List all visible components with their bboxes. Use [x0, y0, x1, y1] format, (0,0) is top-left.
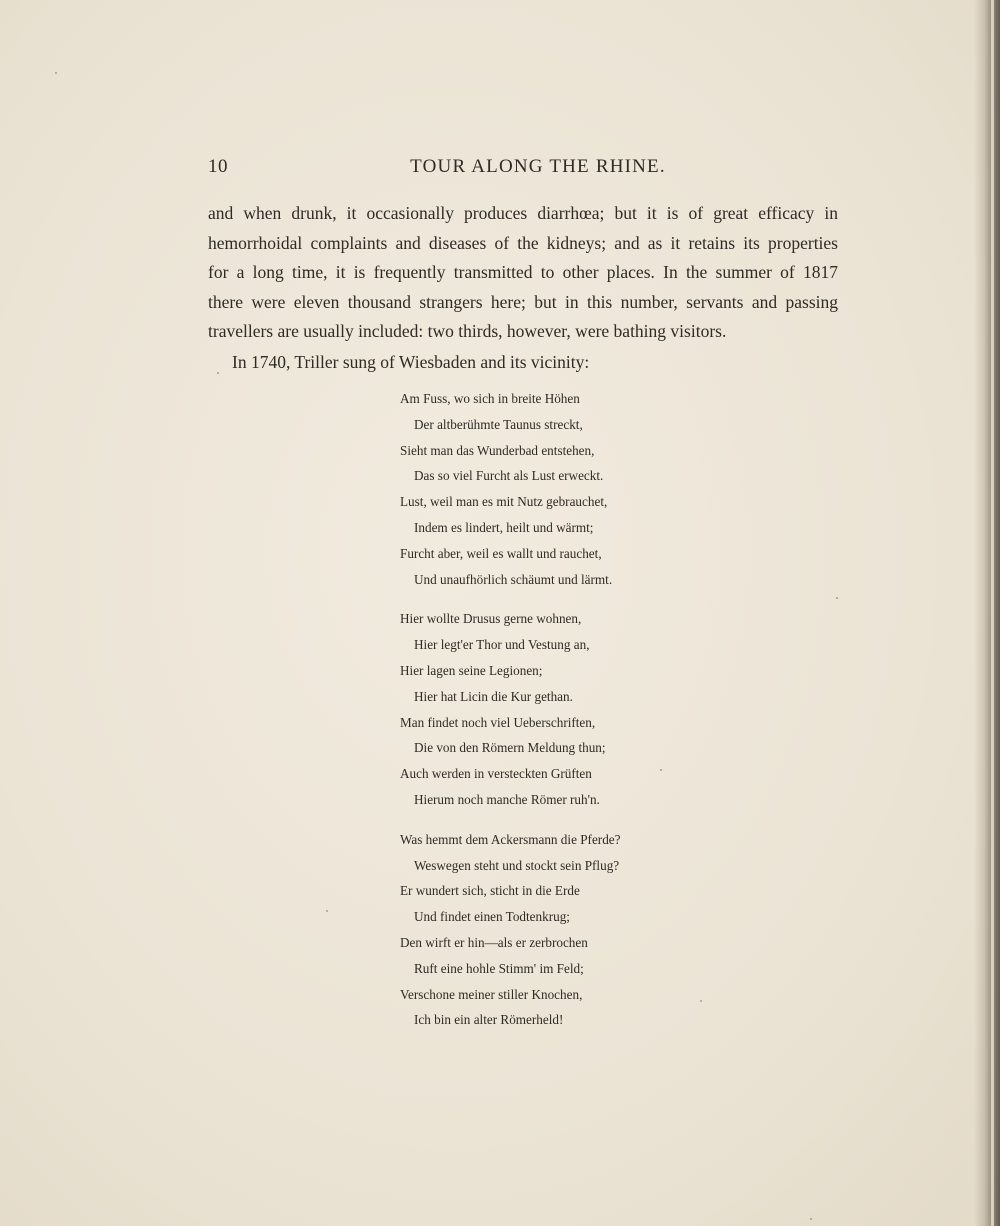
page-binding-edge: [974, 0, 1000, 1226]
poem-line: Indem es lindert, heilt und wärmt;: [414, 519, 594, 535]
paper-speck: [810, 1218, 812, 1220]
poem-line: Die von den Römern Meldung thun;: [414, 740, 606, 756]
poem-line: Der altberühmte Taunus streckt,: [414, 416, 583, 432]
paper-speck: [700, 1000, 702, 1002]
poem-intro: In 1740, Triller sung of Wiesbaden and its vicinity:: [232, 351, 590, 372]
prose-line: travellers are usually included: two thirds, however, were bathing visitors.: [208, 321, 727, 341]
page-number: 10: [208, 156, 228, 177]
poem-line: Am Fuss, wo sich in breite Höhen: [400, 391, 580, 406]
page-header: [208, 156, 838, 186]
poem-stanza: [400, 827, 780, 1033]
poem-line: Hier hat Licin die Kur gethan.: [414, 688, 573, 704]
poem-line: Ich bin ein alter Römerheld!: [414, 1012, 564, 1028]
poem-line: Ruft eine hohle Stimm' im Feld;: [414, 960, 584, 976]
paper-speck: [217, 372, 219, 374]
poem-line: Man findet noch viel Ueberschriften,: [400, 714, 596, 730]
poem: [400, 386, 780, 1047]
poem-line: Und findet einen Todtenkrug;: [414, 909, 570, 925]
prose-paragraph: [208, 199, 838, 377]
poem-line: Das so viel Furcht als Lust erweckt.: [414, 468, 604, 484]
poem-line: Hierum noch manche Römer ruh'n.: [414, 791, 600, 807]
poem-line: Was hemmt dem Ackersmann die Pferde?: [400, 831, 621, 847]
poem-line: Den wirft er hin—als er zerbrochen: [400, 934, 588, 950]
poem-line: Lust, weil man es mit Nutz gebrauchet,: [400, 494, 608, 510]
poem-line: Hier legt'er Thor und Vestung an,: [414, 637, 590, 653]
prose-line: for a long time, it is frequently transmitted to other places. In the summer of 1817: [208, 262, 838, 282]
poem-line: Weswegen steht und stockt sein Pflug?: [414, 857, 620, 873]
poem-line: Hier lagen seine Legionen;: [400, 662, 543, 678]
paper-speck: [660, 769, 662, 771]
poem-stanza: [400, 386, 780, 592]
poem-line: Verschone meiner stiller Knochen,: [400, 986, 583, 1002]
running-title: TOUR ALONG THE RHINE.: [410, 156, 666, 177]
paper-speck: [55, 72, 57, 74]
prose-line: hemorrhoidal complaints and diseases of the kidneys; and as it retains its properties: [208, 232, 838, 253]
poem-line: Auch werden in versteckten Grüften: [400, 766, 592, 782]
poem-line: Und unaufhörlich schäumt und lärmt.: [414, 571, 613, 587]
prose-line: there were eleven thousand strangers here; but in this number, servants and passing: [208, 291, 838, 312]
poem-line: Furcht aber, weil es wallt und rauchet,: [400, 545, 602, 561]
paper-speck: [326, 910, 328, 912]
paper-speck: [836, 597, 838, 599]
poem-line: Sieht man das Wunderbad entstehen,: [400, 442, 595, 458]
poem-line: Er wundert sich, sticht in die Erde: [400, 883, 580, 899]
poem-line: Hier wollte Drusus gerne wohnen,: [400, 611, 582, 627]
poem-stanza: [400, 606, 780, 812]
prose-line: and when drunk, it occasionally produces diarrhœa; but it is of great efficacy in: [208, 203, 838, 223]
